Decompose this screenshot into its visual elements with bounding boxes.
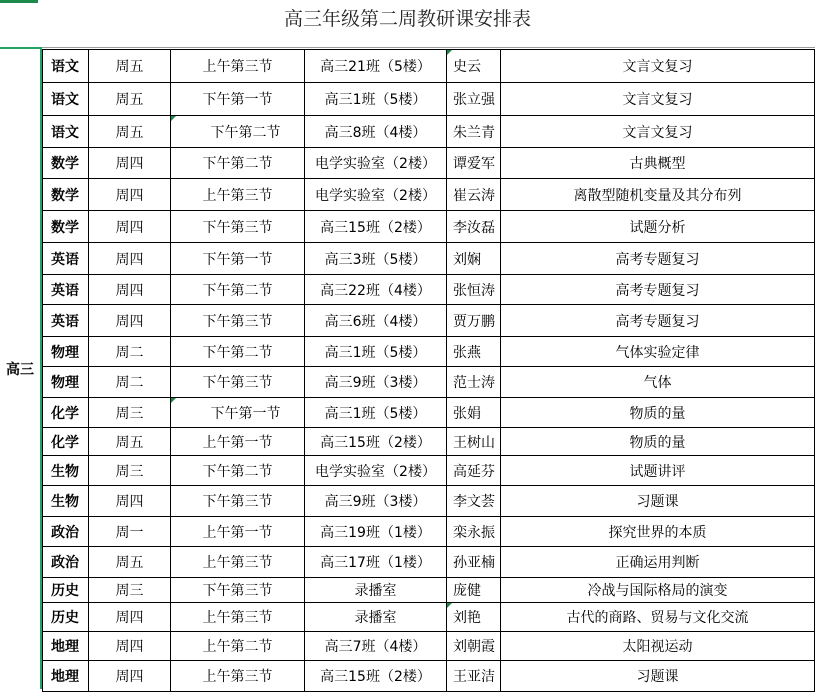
teacher-cell[interactable]: 王亚洁 xyxy=(447,661,501,692)
subject-cell[interactable]: 物理 xyxy=(43,337,89,367)
period-cell[interactable]: 上午第二节 xyxy=(171,632,305,661)
topic-cell[interactable]: 物质的量 xyxy=(501,398,815,428)
topic-cell[interactable]: 文言文复习 xyxy=(501,116,815,148)
day-cell[interactable]: 周四 xyxy=(89,603,171,632)
location-cell[interactable]: 高三8班（4楼） xyxy=(305,116,447,148)
location-cell[interactable]: 高三19班（1楼） xyxy=(305,517,447,547)
teacher-cell[interactable]: 栾永振 xyxy=(447,517,501,547)
teacher-cell[interactable]: 庞健 xyxy=(447,578,501,603)
period-cell[interactable]: 下午第二节 xyxy=(171,148,305,179)
table-row xyxy=(43,517,815,547)
teacher-cell[interactable]: 朱兰青 xyxy=(447,116,501,148)
table-row xyxy=(43,116,815,148)
day-cell[interactable]: 周四 xyxy=(89,661,171,692)
topic-cell[interactable]: 高考专题复习 xyxy=(501,305,815,337)
teacher-cell[interactable]: 王树山 xyxy=(447,428,501,456)
table-row xyxy=(43,50,815,83)
table-row xyxy=(43,337,815,367)
table-row xyxy=(43,486,815,517)
day-cell[interactable]: 周四 xyxy=(89,243,171,275)
subject-cell[interactable]: 生物 xyxy=(43,486,89,517)
location-cell[interactable]: 录播室 xyxy=(305,578,447,603)
table-row xyxy=(43,179,815,211)
period-cell[interactable]: 下午第三节 xyxy=(171,486,305,517)
day-cell[interactable]: 周三 xyxy=(89,578,171,603)
topic-cell[interactable]: 古代的商路、贸易与文化交流 xyxy=(501,603,815,632)
subject-cell[interactable]: 数学 xyxy=(43,211,89,243)
topic-cell[interactable]: 古典概型 xyxy=(501,148,815,179)
day-cell[interactable]: 周四 xyxy=(89,275,171,305)
topic-cell[interactable]: 物质的量 xyxy=(501,428,815,456)
teacher-cell[interactable]: 刘朝霞 xyxy=(447,632,501,661)
topic-cell[interactable]: 高考专题复习 xyxy=(501,243,815,275)
teacher-cell[interactable]: 张立强 xyxy=(447,83,501,116)
period-cell[interactable]: 上午第三节 xyxy=(171,179,305,211)
table-row xyxy=(43,398,815,428)
teacher-cell[interactable]: 谭爱军 xyxy=(447,148,501,179)
subject-cell[interactable]: 生物 xyxy=(43,456,89,486)
day-cell[interactable]: 周四 xyxy=(89,179,171,211)
day-cell[interactable]: 周二 xyxy=(89,337,171,367)
period-cell[interactable]: 下午第三节 xyxy=(171,305,305,337)
teacher-cell[interactable]: 孙亚楠 xyxy=(447,547,501,578)
location-cell[interactable]: 高三7班（4楼） xyxy=(305,632,447,661)
table-row xyxy=(43,211,815,243)
location-cell[interactable]: 高三9班（3楼） xyxy=(305,486,447,517)
subject-cell[interactable]: 地理 xyxy=(43,632,89,661)
subject-cell[interactable]: 化学 xyxy=(43,428,89,456)
day-cell[interactable]: 周五 xyxy=(89,428,171,456)
subject-cell[interactable]: 英语 xyxy=(43,275,89,305)
table-row xyxy=(43,243,815,275)
period-cell[interactable]: 下午第一节 xyxy=(171,83,305,116)
table-row xyxy=(43,547,815,578)
day-cell[interactable]: 周五 xyxy=(89,547,171,578)
subject-cell[interactable]: 历史 xyxy=(43,603,89,632)
day-cell[interactable]: 周五 xyxy=(89,116,171,148)
subject-cell[interactable]: 英语 xyxy=(43,243,89,275)
subject-cell[interactable]: 地理 xyxy=(43,661,89,692)
subject-cell[interactable]: 数学 xyxy=(43,179,89,211)
topic-cell[interactable]: 试题分析 xyxy=(501,211,815,243)
teacher-cell[interactable]: 张燕 xyxy=(447,337,501,367)
page-title: 高三年级第二周教研课安排表 xyxy=(0,0,815,48)
period-cell[interactable]: 下午第一节 xyxy=(171,243,305,275)
teacher-cell[interactable]: 高延芬 xyxy=(447,456,501,486)
topic-cell[interactable]: 正确运用判断 xyxy=(501,547,815,578)
location-cell[interactable]: 高三1班（5楼） xyxy=(305,83,447,116)
period-cell[interactable]: 下午第二节 xyxy=(171,456,305,486)
day-cell[interactable]: 周三 xyxy=(89,456,171,486)
table-row xyxy=(43,148,815,179)
teacher-cell[interactable]: 张娟 xyxy=(447,398,501,428)
topic-cell[interactable]: 探究世界的本质 xyxy=(501,517,815,547)
schedule-body xyxy=(43,50,815,692)
location-cell[interactable]: 高三3班（5楼） xyxy=(305,243,447,275)
period-cell[interactable]: 上午第三节 xyxy=(171,661,305,692)
location-cell[interactable]: 录播室 xyxy=(305,603,447,632)
period-cell[interactable]: 上午第一节 xyxy=(171,428,305,456)
table-row xyxy=(43,632,815,661)
location-cell[interactable]: 高三17班（1楼） xyxy=(305,547,447,578)
teacher-cell[interactable]: 张恒涛 xyxy=(447,275,501,305)
day-cell[interactable]: 周四 xyxy=(89,148,171,179)
subject-cell[interactable]: 语文 xyxy=(43,83,89,116)
topic-cell[interactable]: 习题课 xyxy=(501,486,815,517)
period-cell[interactable]: 下午第二节 xyxy=(171,275,305,305)
day-cell[interactable]: 周四 xyxy=(89,211,171,243)
period-cell[interactable]: 上午第一节 xyxy=(171,517,305,547)
table-row xyxy=(43,661,815,692)
day-cell[interactable]: 周四 xyxy=(89,305,171,337)
table-row xyxy=(43,428,815,456)
period-cell[interactable]: 下午第二节 xyxy=(171,116,305,148)
subject-cell[interactable]: 政治 xyxy=(43,517,89,547)
table-row xyxy=(43,578,815,603)
location-cell[interactable]: 高三15班（2楼） xyxy=(305,661,447,692)
period-cell[interactable]: 下午第三节 xyxy=(171,367,305,398)
subject-cell[interactable]: 语文 xyxy=(43,116,89,148)
subject-cell[interactable]: 英语 xyxy=(43,305,89,337)
location-cell[interactable]: 电学实验室（2楼） xyxy=(305,148,447,179)
period-cell[interactable]: 上午第三节 xyxy=(171,603,305,632)
day-cell[interactable]: 周五 xyxy=(89,50,171,83)
topic-cell[interactable]: 文言文复习 xyxy=(501,50,815,83)
teacher-cell[interactable]: 刘艳 xyxy=(447,603,501,632)
location-cell[interactable]: 高三15班（2楼） xyxy=(305,211,447,243)
period-cell[interactable]: 下午第二节 xyxy=(171,337,305,367)
topic-cell[interactable]: 气体 xyxy=(501,367,815,398)
schedule-table xyxy=(42,49,815,692)
location-cell[interactable]: 电学实验室（2楼） xyxy=(305,179,447,211)
location-cell[interactable]: 高三22班（4楼） xyxy=(305,275,447,305)
location-cell[interactable]: 高三21班（5楼） xyxy=(305,50,447,83)
teacher-cell[interactable]: 崔云涛 xyxy=(447,179,501,211)
subject-cell[interactable]: 数学 xyxy=(43,148,89,179)
day-cell[interactable]: 周三 xyxy=(89,398,171,428)
location-cell[interactable]: 电学实验室（2楼） xyxy=(305,456,447,486)
location-cell[interactable]: 高三1班（5楼） xyxy=(305,337,447,367)
topic-cell[interactable]: 习题课 xyxy=(501,661,815,692)
topic-cell[interactable]: 试题讲评 xyxy=(501,456,815,486)
period-cell[interactable]: 下午第三节 xyxy=(171,211,305,243)
location-cell[interactable]: 高三15班（2楼） xyxy=(305,428,447,456)
day-cell[interactable]: 周四 xyxy=(89,486,171,517)
table-row xyxy=(43,275,815,305)
teacher-cell[interactable]: 李汝磊 xyxy=(447,211,501,243)
subject-cell[interactable]: 语文 xyxy=(43,50,89,83)
day-cell[interactable]: 周一 xyxy=(89,517,171,547)
teacher-cell[interactable]: 贾万鹏 xyxy=(447,305,501,337)
day-cell[interactable]: 周五 xyxy=(89,83,171,116)
day-cell[interactable]: 周四 xyxy=(89,632,171,661)
table-row xyxy=(43,603,815,632)
teacher-cell[interactable]: 刘娴 xyxy=(447,243,501,275)
grade-cell[interactable]: 高三 xyxy=(6,362,34,378)
location-cell[interactable]: 高三6班（4楼） xyxy=(305,305,447,337)
subject-cell[interactable]: 历史 xyxy=(43,578,89,603)
teacher-cell[interactable]: 范士涛 xyxy=(447,367,501,398)
table-row xyxy=(43,367,815,398)
topic-cell[interactable]: 高考专题复习 xyxy=(501,275,815,305)
period-cell[interactable]: 上午第三节 xyxy=(171,50,305,83)
teacher-cell[interactable]: 李文荟 xyxy=(447,486,501,517)
topic-cell[interactable]: 冷战与国际格局的演变 xyxy=(501,578,815,603)
topic-cell[interactable]: 离散型随机变量及其分布列 xyxy=(501,179,815,211)
topic-cell[interactable]: 太阳视运动 xyxy=(501,632,815,661)
subject-cell[interactable]: 政治 xyxy=(43,547,89,578)
topic-cell[interactable]: 文言文复习 xyxy=(501,83,815,116)
topic-cell[interactable]: 气体实验定律 xyxy=(501,337,815,367)
subject-cell[interactable]: 化学 xyxy=(43,398,89,428)
table-row xyxy=(43,83,815,116)
subject-cell[interactable]: 物理 xyxy=(43,367,89,398)
table-row xyxy=(43,456,815,486)
location-cell[interactable]: 高三1班（5楼） xyxy=(305,398,447,428)
day-cell[interactable]: 周二 xyxy=(89,367,171,398)
period-cell[interactable]: 下午第一节 xyxy=(171,398,305,428)
table-row xyxy=(43,305,815,337)
teacher-cell[interactable]: 史云 xyxy=(447,50,501,83)
period-cell[interactable]: 下午第三节 xyxy=(171,578,305,603)
period-cell[interactable]: 上午第三节 xyxy=(171,547,305,578)
location-cell[interactable]: 高三9班（3楼） xyxy=(305,367,447,398)
